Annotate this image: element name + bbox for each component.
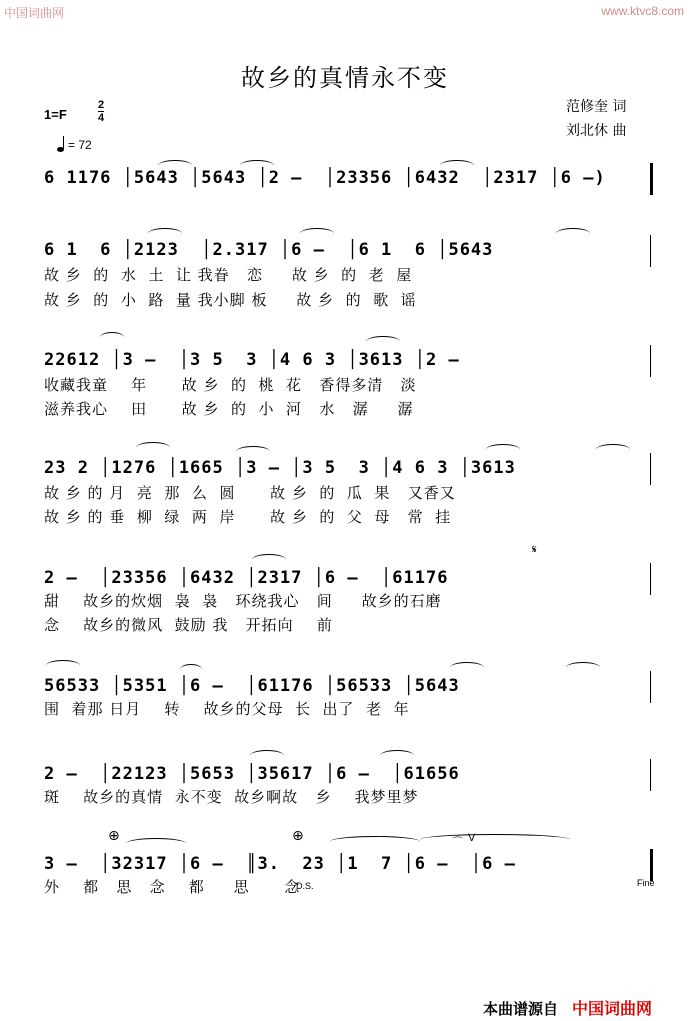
lyric-verse-1: 故 乡 的 月 亮 那 么 圆 故 乡 的 瓜 果 又香又 bbox=[44, 484, 456, 502]
fermata-mark: ⌒ bbox=[452, 837, 463, 849]
slur-mark bbox=[158, 160, 192, 171]
song-title: 故乡的真情永不变 bbox=[241, 64, 449, 92]
barline-end bbox=[650, 849, 653, 881]
quarter-note-icon bbox=[56, 135, 65, 153]
slur-mark bbox=[440, 160, 474, 171]
slur-mark bbox=[100, 332, 124, 343]
lyric-verse-2: 故 乡 的 小 路 量 我小脚 板 故 乡 的 歌 谣 bbox=[44, 291, 417, 309]
lyric-verse-2: 故 乡 的 垂 柳 绿 两 岸 故 乡 的 父 母 常 挂 bbox=[44, 508, 452, 526]
slur-mark bbox=[126, 838, 186, 849]
slur-mark bbox=[252, 554, 286, 565]
lyric-verse-1: 外 都 思 念 都 思 念 bbox=[44, 878, 301, 896]
lyricist-credit: 范修奎 词 bbox=[566, 99, 627, 115]
lyric-verse-2: 念 故乡的微风 鼓励 我 开拓向 前 bbox=[44, 616, 333, 634]
slur-mark bbox=[240, 160, 274, 171]
watermark-right: www.ktvc8.com bbox=[601, 4, 684, 18]
fine-mark: Fine bbox=[637, 878, 655, 888]
lyric-verse-1: 斑 故乡的真情 永不变 故乡啊故 乡 我梦里梦 bbox=[44, 788, 419, 806]
source-label: 本曲谱源自 bbox=[483, 1000, 559, 1018]
notation-row: 2 – │22123 │5653 │35617 │6 – │61656 bbox=[44, 764, 460, 784]
ds-mark: D.S. bbox=[296, 881, 314, 891]
slur-mark bbox=[180, 664, 202, 675]
time-signature-top: 2 bbox=[98, 99, 105, 111]
composer-credit: 刘北休 曲 bbox=[566, 123, 627, 139]
slur-mark bbox=[330, 836, 420, 847]
notation-row: 6 1176 │5643 │5643 │2 – │23356 │6432 │2317 │6 –) bbox=[44, 168, 606, 188]
slur-mark bbox=[136, 442, 170, 453]
barline bbox=[650, 345, 651, 377]
time-signature bbox=[98, 99, 104, 124]
segno-mark: 𝄋 bbox=[532, 544, 537, 556]
key-signature: 1=F bbox=[44, 107, 67, 122]
time-signature-bottom: 4 bbox=[98, 112, 105, 124]
watermark-left: 中国词曲网 bbox=[4, 6, 65, 20]
notation-row: 23 2 │1276 │1665 │3 – │3 5 3 │4 6 3 │3613 bbox=[44, 458, 516, 478]
notation-row: 2 – │23356 │6432 │2317 │6 – │61176 bbox=[44, 568, 449, 588]
barline bbox=[650, 759, 651, 791]
barline bbox=[650, 563, 651, 595]
slur-mark bbox=[366, 336, 400, 347]
source-site: 中国词曲网 bbox=[572, 999, 653, 1018]
barline bbox=[650, 453, 651, 485]
source-footer bbox=[483, 996, 652, 1019]
barline bbox=[650, 671, 651, 703]
barline bbox=[650, 235, 651, 267]
coda-mark: ⊕ bbox=[108, 828, 120, 844]
lyric-verse-1: 故 乡 的 水 土 让 我眷 恋 故 乡 的 老 屋 bbox=[44, 266, 413, 284]
slur-mark bbox=[450, 662, 484, 673]
slur-mark bbox=[236, 446, 270, 457]
coda-mark: ⊕ bbox=[292, 828, 304, 844]
slur-mark bbox=[420, 834, 570, 845]
slur-mark bbox=[380, 750, 414, 761]
slur-mark bbox=[556, 228, 590, 239]
lyric-verse-1: 围 着那 日月 转 故乡的父母 长 出了 老 年 bbox=[44, 700, 410, 718]
notation-row: 3 – │32317 │6 – ║3. 23 │1 7 │6 – │6 – bbox=[44, 854, 516, 874]
slur-mark bbox=[566, 662, 600, 673]
slur-mark bbox=[148, 228, 182, 239]
lyric-verse-2: 滋养我心 田 故 乡 的 小 河 水 潺 潺 bbox=[44, 400, 414, 418]
lyric-verse-1: 收藏我童 年 故 乡 的 桃 花 香得多清 淡 bbox=[44, 376, 417, 394]
slur-mark bbox=[46, 660, 80, 671]
score-line-1 bbox=[0, 160, 690, 204]
barline-end bbox=[650, 163, 653, 195]
slur-mark bbox=[300, 228, 334, 239]
lyric-verse-1: 甜 故乡的炊烟 袅 袅 环绕我心 间 故乡的石磨 bbox=[44, 592, 442, 610]
notation-row: 22612 │3 – │3 5 3 │4 6 3 │3613 │2 – bbox=[44, 350, 460, 370]
notation-row: 56533 │5351 │6 – │61176 │56533 │5643 bbox=[44, 676, 460, 696]
slur-mark bbox=[596, 444, 630, 455]
slur-mark bbox=[486, 444, 520, 455]
tempo-marking: = 72 bbox=[68, 138, 92, 152]
slur-mark bbox=[250, 750, 284, 761]
notation-row: 6 1 6 │2123 │2.317 │6 – │6 1 6 │5643 bbox=[44, 240, 494, 260]
breath-mark: V bbox=[468, 832, 476, 844]
